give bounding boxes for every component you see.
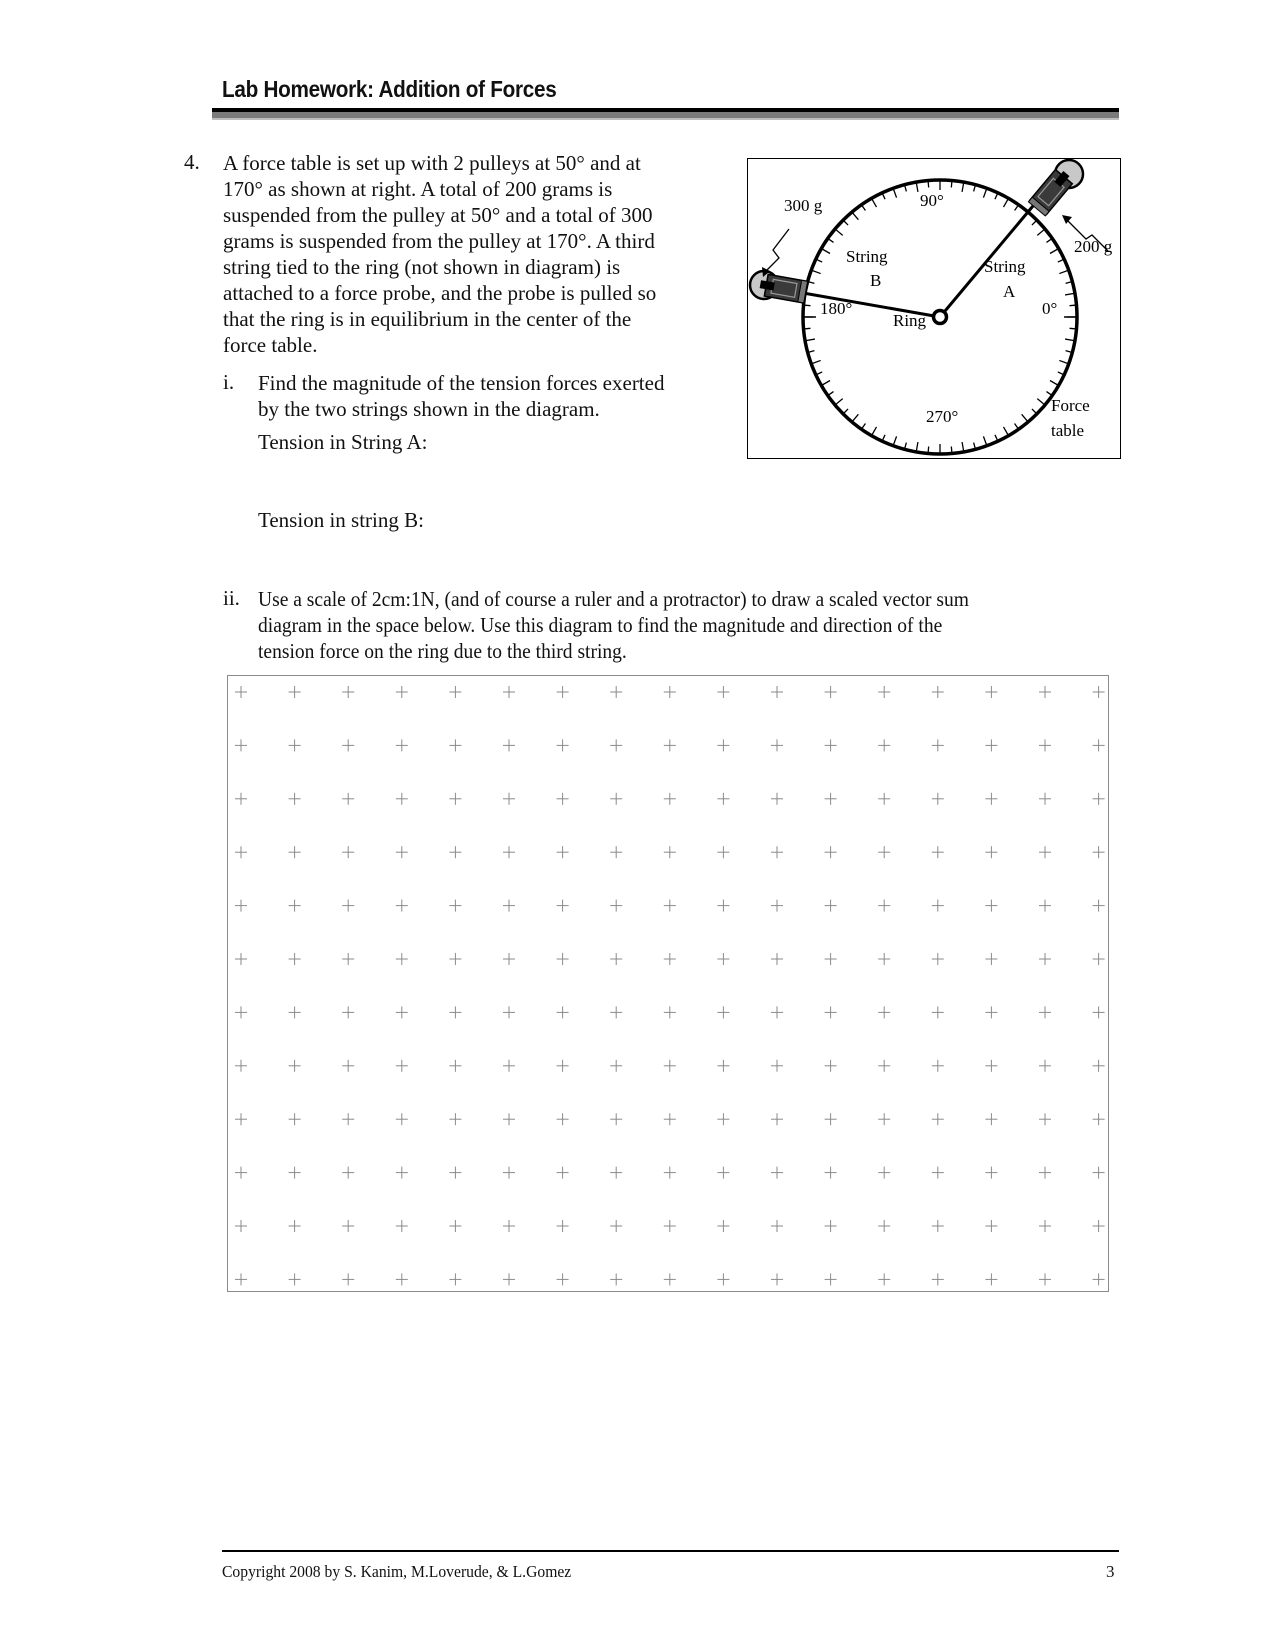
angle-0-label: 0° xyxy=(1042,299,1058,318)
string-b-letter: B xyxy=(870,271,882,290)
ring-label: Ring xyxy=(893,311,927,330)
header-rule-shadow-light xyxy=(212,118,1119,120)
grid-crosshairs xyxy=(228,676,1110,1293)
ring-icon xyxy=(934,311,947,324)
tension-b-label: Tension in string B: xyxy=(258,508,424,532)
question-text xyxy=(223,150,703,358)
question-line: force table. xyxy=(223,333,318,357)
mass-right-label: 200 g xyxy=(1074,237,1113,256)
drawing-grid-area[interactable] xyxy=(227,675,1109,1292)
question-number: 4. xyxy=(184,150,200,174)
force-table-diagram xyxy=(747,158,1121,459)
question-line: attached to a force probe, and the probe is pulled so xyxy=(223,281,657,305)
question-line: string tied to the ring (not shown in diagram) is xyxy=(223,255,621,279)
part-ii-line: diagram in the space below. Use this diagram to find the magnitude and direction of the xyxy=(258,613,943,637)
question-line: 170° as shown at right. A total of 200 grams is xyxy=(223,177,613,201)
question-line: A force table is set up with 2 pulleys at 50° and at xyxy=(223,151,641,175)
part-i-label: i. xyxy=(223,370,235,394)
part-ii-line: tension force on the ring due to the third string. xyxy=(258,639,627,663)
part-ii-line: Use a scale of 2cm:1N, (and of course a ruler and a protractor) to draw a scaled vector sum xyxy=(258,587,969,611)
page-number: 3 xyxy=(1106,1562,1115,1581)
string-a-line xyxy=(940,194,1043,317)
string-b-label: String xyxy=(846,247,888,266)
question-line: grams is suspended from the pulley at 170°. A third xyxy=(223,229,655,253)
part-i-line: by the two strings shown in the diagram. xyxy=(258,397,600,421)
angle-270-label: 270° xyxy=(926,407,959,426)
force-table-svg xyxy=(748,159,1122,460)
mass-left-arrow-icon xyxy=(766,229,789,271)
part-i-text xyxy=(258,370,664,422)
mass-left-label: 300 g xyxy=(784,196,823,215)
pulley-right-icon xyxy=(1028,160,1083,216)
string-a-label: String xyxy=(984,257,1026,276)
question-line: suspended from the pulley at 50° and a total of 300 xyxy=(223,203,653,227)
tension-a-label: Tension in String A: xyxy=(258,430,428,454)
page-header-title: Lab Homework: Addition of Forces xyxy=(222,76,557,102)
footer-copyright: Copyright 2008 by S. Kanim, M.Loverude, & L.Gomez xyxy=(222,1562,572,1581)
question-line: that the ring is in equilibrium in the center of the xyxy=(223,307,632,331)
angle-90-label: 90° xyxy=(920,191,944,210)
footer-rule xyxy=(222,1550,1119,1552)
string-a-letter: A xyxy=(1003,282,1016,301)
part-ii-text xyxy=(258,586,969,664)
angle-180-label: 180° xyxy=(820,299,853,318)
force-table-label: Force xyxy=(1051,396,1090,415)
pulley-left-icon xyxy=(750,271,808,303)
part-ii-label: ii. xyxy=(223,586,240,610)
force-table-label-2: table xyxy=(1051,421,1085,440)
part-i-line: Find the magnitude of the tension forces exerted xyxy=(258,371,665,395)
